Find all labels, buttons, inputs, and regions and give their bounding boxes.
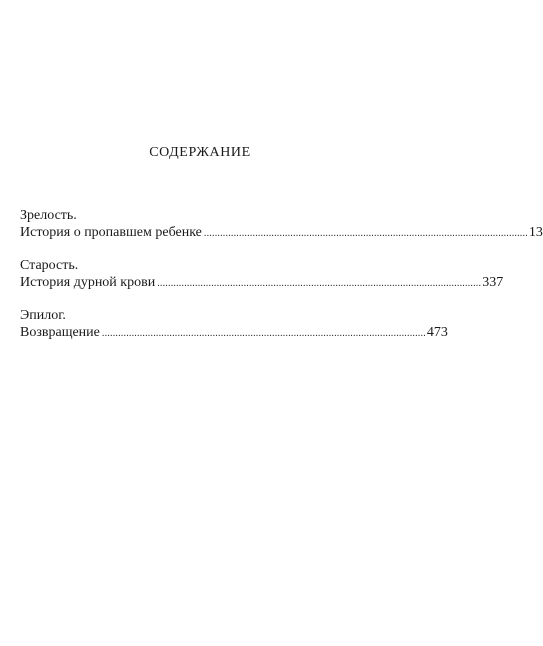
entry-title: История о пропавшем ребенке (20, 225, 202, 240)
dot-leader: ........................................................................................................................ (157, 278, 482, 289)
entry-title: История дурной крови (20, 275, 156, 290)
toc-heading: СОДЕРЖАНИЕ (149, 145, 251, 160)
toc-part-old-age (20, 257, 504, 292)
page-number: 473 (426, 325, 448, 340)
part-title: Эпилог. (20, 308, 66, 323)
page-number: 337 (482, 275, 504, 290)
toc-entry (20, 224, 543, 242)
toc-part-epilogue (20, 307, 448, 342)
page-number: 13 (528, 225, 543, 240)
toc-part-maturity (20, 207, 543, 242)
toc-entry (20, 274, 504, 292)
table-of-contents (20, 207, 543, 357)
entry-title: Возвращение (20, 325, 100, 340)
dot-leader: ........................................................................................................................ (101, 328, 426, 339)
part-title: Зрелость. (20, 208, 77, 223)
part-title: Старость. (20, 258, 79, 273)
toc-entry (20, 324, 448, 342)
dot-leader: ........................................................................................................................ (203, 228, 528, 239)
